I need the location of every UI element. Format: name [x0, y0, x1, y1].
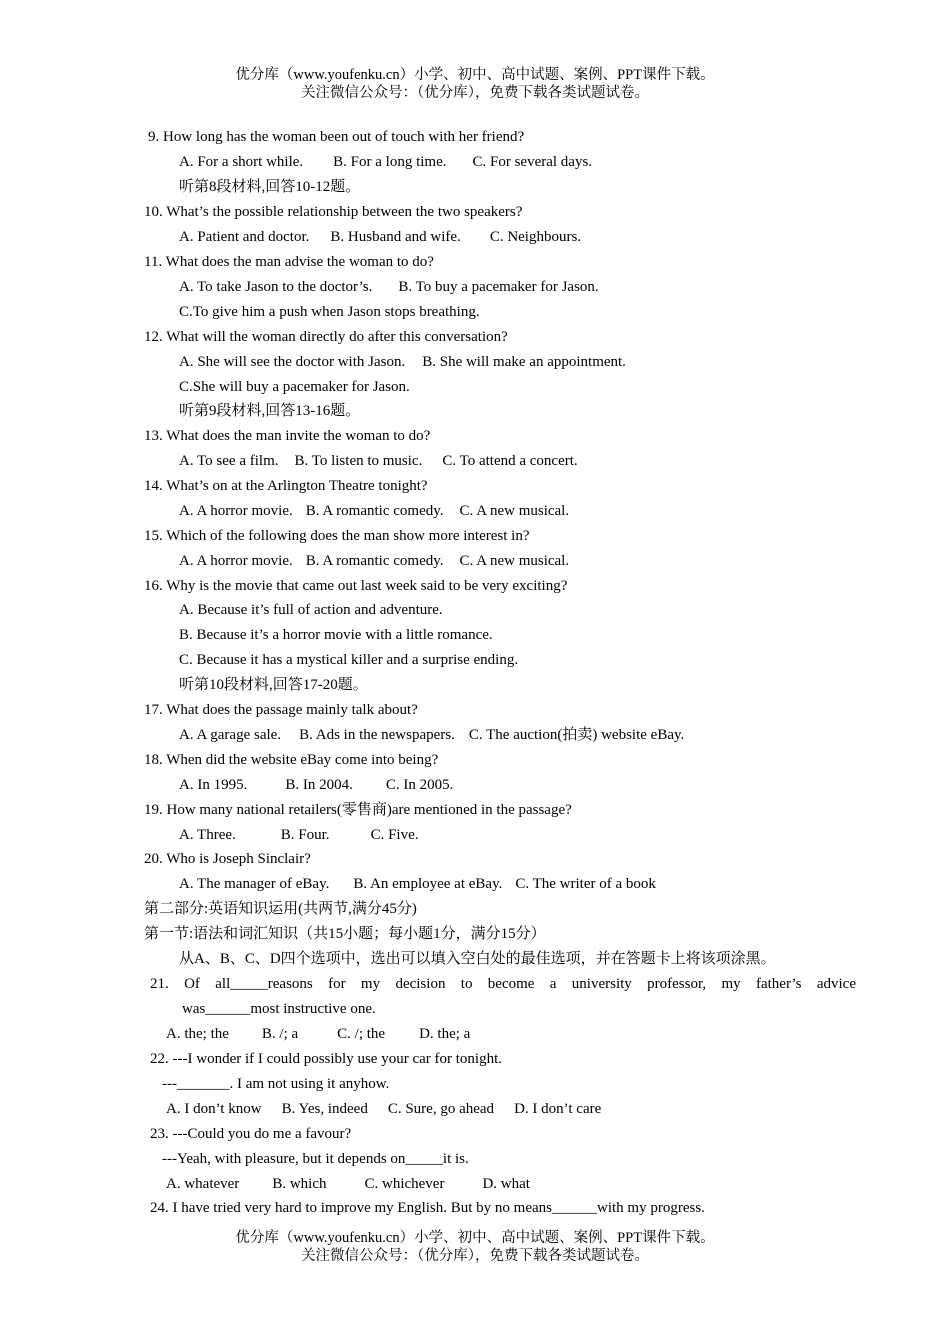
question-16-option-c: C. Because it has a mystical killer and a surprise ending.	[179, 652, 519, 668]
option-c: C. whichever	[364, 1176, 445, 1192]
option-b: B. Husband and wife.	[330, 229, 461, 245]
option-d: D. the; a	[419, 1026, 471, 1042]
question-15-stem: 15. Which of the following does the man show more interest in?	[144, 528, 530, 544]
option-c: C. Sure, go ahead	[387, 1101, 495, 1117]
question-11-options	[179, 277, 599, 297]
option-b: B. /; a	[261, 1026, 299, 1042]
question-13-stem: 13. What does the man invite the woman to do?	[144, 428, 431, 444]
question-13-options	[179, 451, 578, 471]
option-a: A. A horror movie.	[179, 503, 293, 519]
option-a: A. Patient and doctor.	[179, 229, 310, 245]
option-c: C. The writer of a book	[515, 876, 656, 892]
header-line-2: 关注微信公众号：（优分库），免费下载各类试题试卷。	[301, 85, 649, 101]
question-16-option-b: B. Because it’s a horror movie with a little romance.	[179, 627, 493, 643]
option-b: B. Ads in the newspapers.	[299, 727, 455, 743]
question-21-stem-line-2: was______most instructive one.	[182, 1001, 376, 1017]
section-10-instruction: 听第10段材料,回答17-20题。	[179, 677, 368, 693]
option-a: A. She will see the doctor with Jason.	[179, 354, 406, 370]
option-a: A. I don’t know	[166, 1101, 262, 1117]
question-11-stem: 11. What does the man advise the woman to do?	[144, 254, 434, 270]
option-a: A. For a short while.	[179, 154, 304, 170]
option-a: A. the; the	[166, 1026, 229, 1042]
option-c: C. A new musical.	[459, 503, 570, 519]
option-b: B. Yes, indeed	[281, 1101, 368, 1117]
option-a: A. In 1995.	[179, 777, 248, 793]
question-18-options	[179, 775, 453, 795]
option-b: B. In 2004.	[285, 777, 353, 793]
option-b: B. She will make an appointment.	[422, 354, 626, 370]
option-a: A. whatever	[166, 1176, 240, 1192]
section-instruction: 从A、B、C、D四个选项中，选出可以填入空白处的最佳选项，并在答题卡上将该项涂黑。	[179, 951, 776, 967]
option-b: B. To buy a pacemaker for Jason.	[398, 279, 599, 295]
section-1-heading: 第一节:语法和词汇知识（共15小题；每小题1分，满分15分）	[144, 926, 546, 942]
question-18-stem: 18. When did the website eBay come into being?	[144, 752, 439, 768]
question-12-option-c: C.She will buy a pacemaker for Jason.	[179, 379, 410, 395]
option-b: B. To listen to music.	[294, 453, 423, 469]
question-23-reply: ---Yeah, with pleasure, but it depends on_____it is.	[162, 1151, 469, 1167]
question-11-option-c: C.To give him a push when Jason stops breathing.	[179, 304, 480, 320]
question-17-options	[179, 725, 684, 745]
question-22-options	[166, 1099, 601, 1119]
option-c: C. To attend a concert.	[442, 453, 578, 469]
option-b: B. A romantic comedy.	[305, 503, 444, 519]
option-b: B. A romantic comedy.	[305, 553, 444, 569]
page-header	[0, 66, 950, 102]
footer-line-2: 关注微信公众号：（优分库），免费下载各类试题试卷。	[301, 1248, 649, 1264]
option-b: B. For a long time.	[333, 154, 447, 170]
question-20-stem: 20. Who is Joseph Sinclair?	[144, 851, 311, 867]
header-line-1: 优分库（www.youfenku.cn）小学、初中、高中试题、案例、PPT课件下载。	[235, 67, 715, 83]
footer-line-1: 优分库（www.youfenku.cn）小学、初中、高中试题、案例、PPT课件下载。	[235, 1230, 715, 1246]
question-15-options	[179, 551, 569, 571]
question-10-stem: 10. What’s the possible relationship between the two speakers?	[144, 204, 523, 220]
question-10-options	[179, 227, 581, 247]
option-c: C. The auction(拍卖) website eBay.	[468, 727, 685, 743]
option-a: A. To take Jason to the doctor’s.	[179, 279, 373, 295]
question-22-reply: ---_______. I am not using it anyhow.	[162, 1076, 390, 1092]
part-2-heading: 第二部分:英语知识运用(共两节,满分45分)	[144, 901, 417, 917]
question-21-stem-line-1: 21. Of all_____reasons for my decision to become a university professor, my father’s advice	[150, 976, 856, 992]
option-b: B. Four.	[280, 827, 330, 843]
question-16-option-a: A. Because it’s full of action and adventure.	[179, 602, 443, 618]
option-c: C. Five.	[370, 827, 419, 843]
question-24-stem: 24. I have tried very hard to improve my English. But by no means______with my progress.	[150, 1200, 705, 1216]
question-19-stem: 19. How many national retailers(零售商)are mentioned in the passage?	[144, 802, 572, 818]
option-a: A. The manager of eBay.	[179, 876, 330, 892]
option-c: C. A new musical.	[459, 553, 570, 569]
question-12-stem: 12. What will the woman directly do after this conversation?	[144, 329, 508, 345]
section-9-instruction: 听第9段材料,回答13-16题。	[179, 403, 361, 419]
option-b: B. An employee at eBay.	[353, 876, 503, 892]
question-23-options	[166, 1174, 530, 1194]
question-9-options	[179, 152, 592, 172]
question-14-options	[179, 501, 569, 521]
option-a: A. Three.	[179, 827, 236, 843]
page-footer	[0, 1229, 950, 1265]
question-16-stem: 16. Why is the movie that came out last week said to be very exciting?	[144, 578, 568, 594]
question-20-options	[179, 874, 656, 894]
option-a: A. To see a film.	[179, 453, 279, 469]
question-21-options	[166, 1024, 470, 1044]
option-c: C. /; the	[337, 1026, 386, 1042]
option-d: D. what	[482, 1176, 530, 1192]
question-17-stem: 17. What does the passage mainly talk about?	[144, 702, 418, 718]
question-9-stem: 9. How long has the woman been out of touch with her friend?	[148, 129, 525, 145]
question-19-options	[179, 825, 419, 845]
option-c: C. Neighbours.	[489, 229, 582, 245]
question-22-stem: 22. ---I wonder if I could possibly use your car for tonight.	[150, 1051, 503, 1067]
question-14-stem: 14. What’s on at the Arlington Theatre tonight?	[144, 478, 428, 494]
option-c: C. In 2005.	[385, 777, 454, 793]
question-12-options	[179, 352, 626, 372]
option-a: A. A horror movie.	[179, 553, 293, 569]
option-c: C. For several days.	[472, 154, 593, 170]
question-23-stem: 23. ---Could you do me a favour?	[150, 1126, 352, 1142]
section-8-instruction: 听第8段材料,回答10-12题。	[179, 179, 361, 195]
option-b: B. which	[272, 1176, 327, 1192]
option-a: A. A garage sale.	[179, 727, 282, 743]
option-d: D. I don’t care	[514, 1101, 602, 1117]
